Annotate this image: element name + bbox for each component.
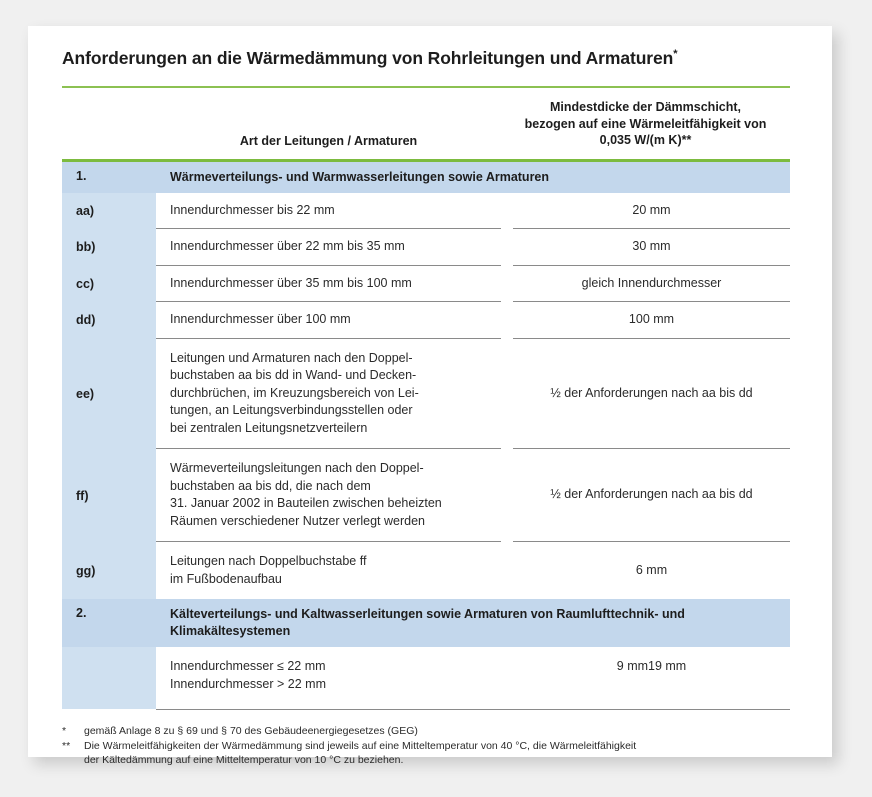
column-gap <box>501 302 513 339</box>
row-description-line: bei zentralen Leitungsnetzverteilern <box>170 420 368 435</box>
column-gap <box>501 542 513 599</box>
row-description-line: 31. Januar 2002 in Bauteilen zwischen beheizten <box>170 496 442 510</box>
column-headers <box>62 88 790 159</box>
row-label: ff) <box>62 449 156 542</box>
page-title-text: Anforderungen an die Wärmedämmung von Rohrleitungen und Armaturen <box>62 48 674 68</box>
table-row <box>62 193 790 230</box>
row-value-line: 9 mm <box>616 659 649 673</box>
table-row <box>62 229 790 266</box>
column-gap <box>501 266 513 303</box>
row-description-line: Räumen verschiedener Nutzer verlegt werden <box>170 513 425 528</box>
column-header-right-line2: bezogen auf eine Wärmeleitfähigkeit von <box>524 116 767 131</box>
row-value: gleich Innendurchmesser <box>513 266 790 303</box>
section-heading-line: Klimakältesystemen <box>170 624 291 638</box>
footnotes <box>62 710 790 768</box>
row-description-line: buchstaben aa bis dd, die nach dem <box>170 478 371 493</box>
column-gap <box>501 647 513 709</box>
column-header-right-line3: 0,035 W/(m K)** <box>599 133 692 147</box>
column-header-right <box>501 99 790 149</box>
row-label: aa) <box>62 193 156 230</box>
section-number: 1. <box>62 162 156 193</box>
table-row <box>62 266 790 303</box>
column-gap <box>501 449 513 542</box>
footnote <box>62 724 790 739</box>
row-description: Innendurchmesser über 35 mm bis 100 mm <box>156 266 501 303</box>
row-description <box>156 647 501 709</box>
row-value: 20 mm <box>513 193 790 230</box>
row-label: cc) <box>62 266 156 303</box>
row-value: ½ der Anforderungen nach aa bis dd <box>513 449 790 542</box>
row-description: Innendurchmesser über 22 mm bis 35 mm <box>156 229 501 266</box>
row-cells <box>156 229 790 266</box>
section-heading <box>156 599 790 647</box>
card-inner <box>62 48 790 768</box>
row-description <box>156 542 501 599</box>
row-value: ½ der Anforderungen nach aa bis dd <box>513 339 790 450</box>
row-cells <box>156 542 790 599</box>
column-header-spacer <box>62 99 156 149</box>
footnote-marker: * <box>62 725 67 738</box>
column-gap <box>501 229 513 266</box>
footnote-marker: ** <box>62 739 71 752</box>
row-label: gg) <box>62 542 156 599</box>
column-header-right-line1: Mindestdicke der Dämmschicht, <box>549 100 742 114</box>
column-gap <box>501 339 513 450</box>
title-footnote-marker: * <box>673 48 678 61</box>
section-header-row <box>62 599 790 647</box>
row-description-line: Leitungen nach Doppelbuchstabe ff <box>170 554 367 568</box>
table-card <box>28 26 832 767</box>
column-header-left: Art der Leitungen / Armaturen <box>239 133 418 148</box>
row-value: 30 mm <box>513 229 790 266</box>
table-row <box>62 449 790 542</box>
row-label: ee) <box>62 339 156 450</box>
section-number: 2. <box>62 599 156 647</box>
row-cells <box>156 302 790 339</box>
column-gap <box>501 193 513 230</box>
row-cells <box>156 339 790 450</box>
row-description <box>156 449 501 542</box>
row-cells <box>156 266 790 303</box>
requirements-table <box>62 162 790 711</box>
section-header-row <box>62 162 790 193</box>
row-value: 6 mm <box>635 562 668 577</box>
table-row <box>62 339 790 450</box>
table-row <box>62 542 790 599</box>
row-cells <box>156 449 790 542</box>
footnote <box>62 739 790 768</box>
row-description-line: Innendurchmesser ≤ 22 mm <box>170 659 326 673</box>
row-label <box>62 647 156 709</box>
row-description-line: Leitungen und Armaturen nach den Doppel- <box>170 350 413 365</box>
row-label: dd) <box>62 302 156 339</box>
section-heading-line: Kälteverteilungs- und Kaltwasserleitungen sowie Armaturen von Raumlufttechnik- und <box>170 607 685 621</box>
row-cells <box>156 647 790 709</box>
footnote-text: gemäß Anlage 8 zu § 69 und § 70 des Gebäudeenergiegesetzes (GEG) <box>84 725 418 738</box>
row-description-line: buchstaben aa bis dd in Wand- und Decken- <box>170 368 417 382</box>
row-description-line: Wärmeverteilungsleitungen nach den Doppel- <box>170 461 424 475</box>
page-title <box>62 48 790 69</box>
section-heading: Wärmeverteilungs- und Warmwasserleitungen sowie Armaturen <box>156 162 790 193</box>
row-value <box>513 647 790 709</box>
row-description-line: tungen, an Leitungsverbindungsstellen oder <box>170 403 413 417</box>
row-description: Innendurchmesser bis 22 mm <box>156 193 501 230</box>
row-description: Innendurchmesser über 100 mm <box>156 302 501 339</box>
row-cells <box>156 193 790 230</box>
row-description-line: im Fußbodenaufbau <box>170 571 282 586</box>
footnote-text <box>84 739 790 768</box>
footnote-text-line: Die Wärmeleitfähigkeiten der Wärmedämmung sind jeweils auf eine Mitteltemperatur von 40 °C, die Wärmeleitfähigkeit <box>84 739 637 752</box>
footnote-text-line: der Kältedämmung auf eine Mitteltemperatur von 10 °C zu beziehen. <box>84 754 404 767</box>
row-description <box>156 339 501 450</box>
row-label: bb) <box>62 229 156 266</box>
row-description-line: Innendurchmesser > 22 mm <box>170 676 326 691</box>
table-row <box>62 302 790 339</box>
row-value: 100 mm <box>513 302 790 339</box>
table-row <box>62 647 790 709</box>
row-value-line: 19 mm <box>648 659 687 673</box>
row-description-line: durchbrüchen, im Kreuzungsbereich von Lei- <box>170 385 419 400</box>
